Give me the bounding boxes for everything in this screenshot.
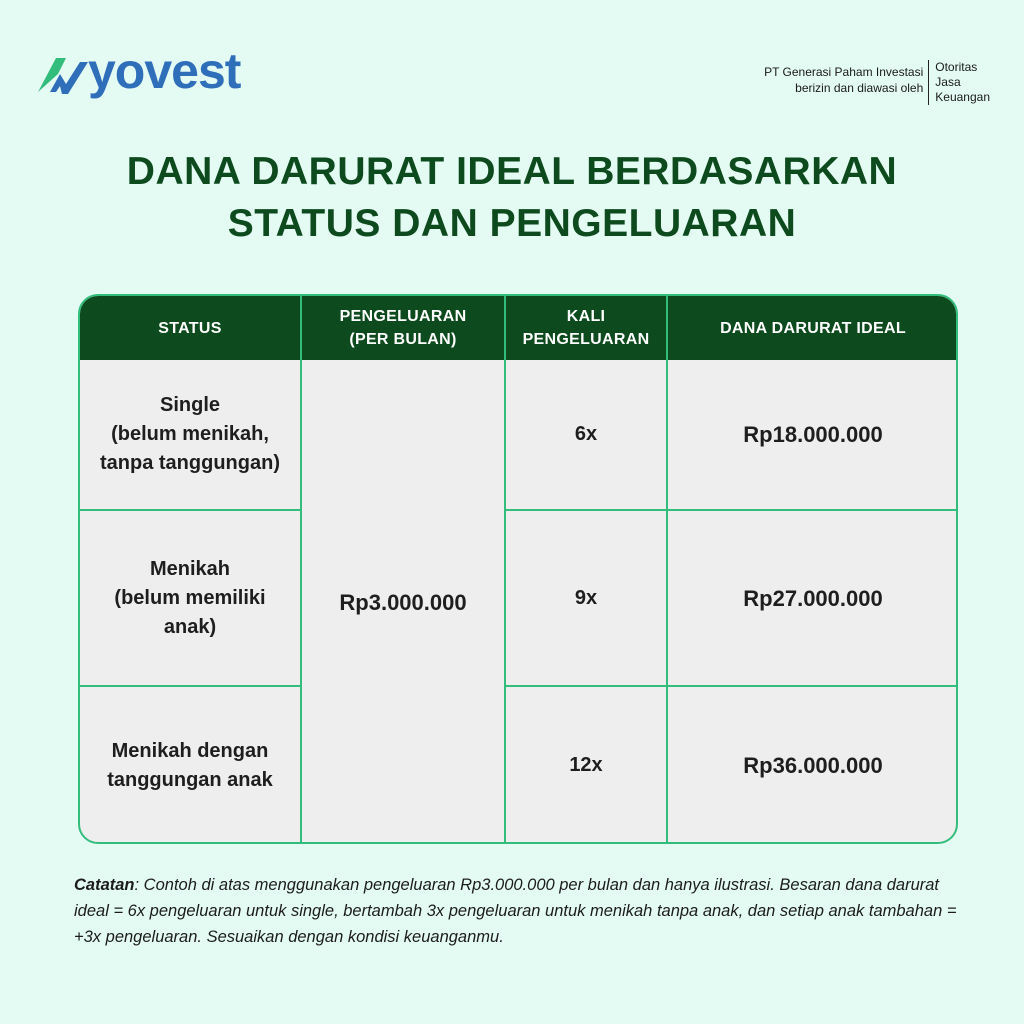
footnote-label: Catatan — [74, 876, 135, 894]
ojk-line: Otoritas — [935, 60, 978, 74]
footnote-text: : Contoh di atas menggunakan pengeluaran Rp3.000.000 per bulan dan hanya ilustrasi. Besaran dana darurat ideal = 6x pengeluaran untuk single, bertambah 3x pengeluaran untuk menikah tanpa anak, dan setiap anak tambahan = +3x pengeluaran. Sesuaikan dengan kondisi keuanganmu. — [74, 876, 957, 946]
multiplier-cell: 9x — [574, 586, 598, 609]
brand-name: yovest — [88, 43, 241, 99]
ojk-line: Jasa — [935, 75, 961, 89]
monthly-expense-cell: Rp3.000.000 — [339, 589, 467, 615]
header-ideal-fund: DANA DARURAT IDEAL — [720, 319, 906, 337]
company-name: PT Generasi Paham Investasi — [764, 65, 924, 79]
brand-mark-icon — [36, 52, 90, 96]
footnote — [74, 872, 964, 950]
header-status: STATUS — [158, 319, 222, 337]
status-single: Single (belum menikah, tanpa tanggungan) — [100, 394, 280, 474]
table-header — [80, 296, 958, 360]
ojk-label — [933, 60, 990, 105]
multiplier-cell: 12x — [569, 754, 603, 776]
page-title-line: STATUS DAN PENGELUARAN — [227, 202, 797, 245]
supervised-by: berizin dan diawasi oleh — [795, 81, 924, 95]
emergency-fund-table — [78, 294, 958, 844]
status-married-with-child: Menikah dengan tanggungan anak — [107, 739, 273, 791]
header-expense: PENGELUARAN (PER BULAN) — [339, 308, 467, 348]
page-title-line: DANA DARURAT IDEAL BERDASARKAN — [126, 150, 898, 193]
status-married-no-child: Menikah (belum memiliki anak) — [114, 557, 266, 638]
ideal-fund-cell: Rp27.000.000 — [743, 585, 883, 611]
brand-logo — [36, 43, 241, 99]
page-title — [0, 146, 1024, 250]
ojk-line: Keuangan — [935, 90, 990, 104]
regulator-divider — [928, 60, 929, 105]
header-multiplier: KALI PENGELUARAN — [522, 308, 650, 348]
ideal-fund-cell: Rp36.000.000 — [743, 753, 883, 778]
regulator-info — [764, 60, 990, 105]
multiplier-cell: 6x — [574, 423, 598, 445]
regulator-text — [764, 60, 928, 105]
ideal-fund-cell: Rp18.000.000 — [743, 422, 883, 447]
